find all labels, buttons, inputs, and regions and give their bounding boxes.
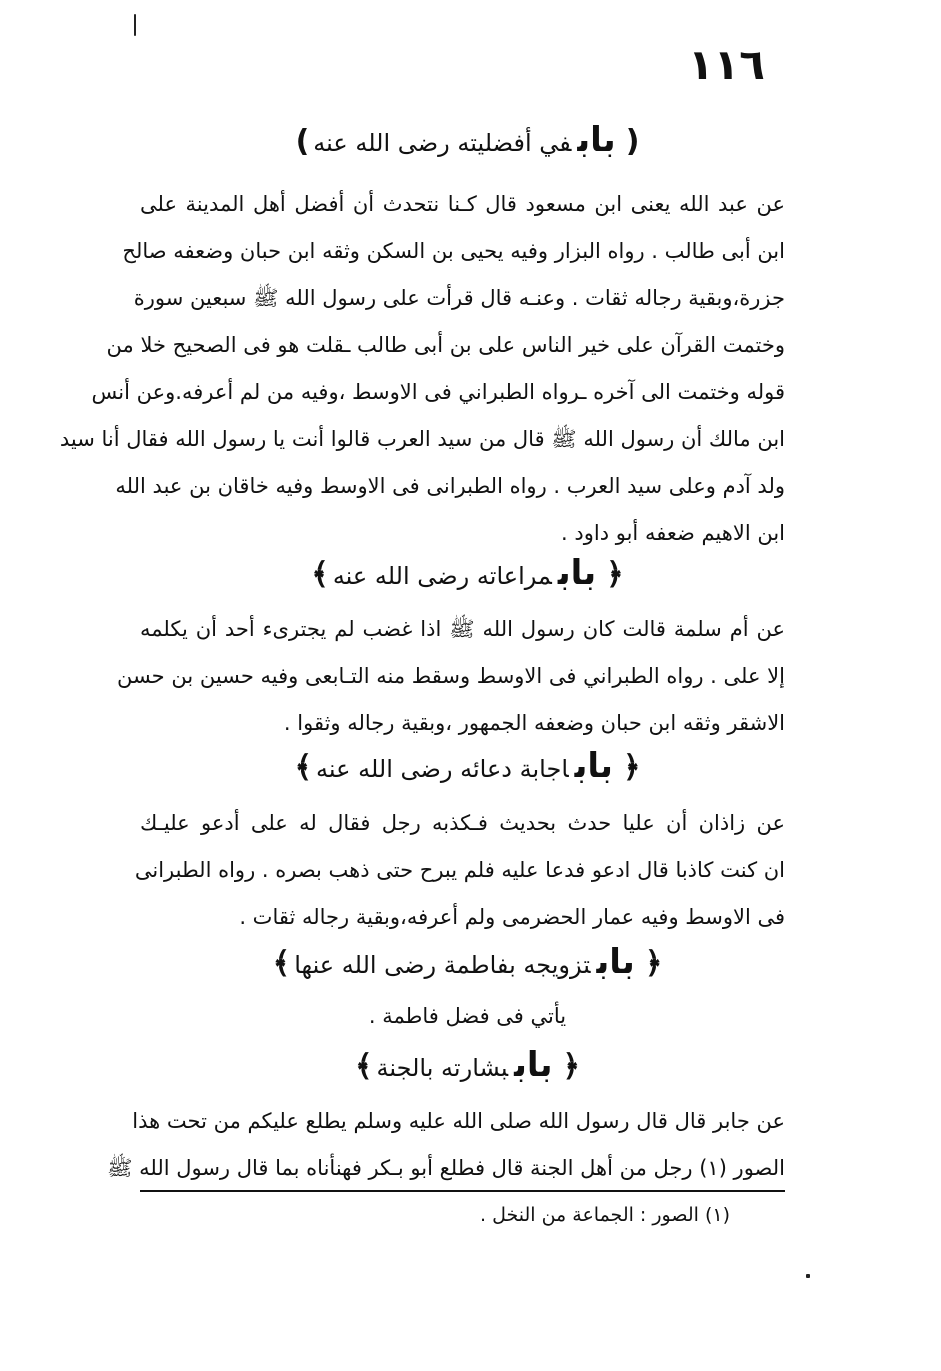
text-line: ان كنت كاذبا قال ادعو فدعا عليه فلم يبرح حتى ذهب بصره . رواه الطبرانى [134, 858, 785, 882]
text-line: عن أم سلمة قالت كان رسول الله ﷺ اذا غضب لم يجترىء أحد أن يكلمه [140, 617, 785, 641]
heading-close-bracket: ﴾ [294, 750, 313, 785]
scan-dot [806, 1274, 810, 1278]
heading-bab: باب [514, 1045, 553, 1085]
text-line: يأتي فى فضل فاطمة . [368, 1004, 567, 1028]
heading-close-bracket: ﴾ [272, 946, 291, 981]
section-heading [140, 942, 795, 982]
text-line: إلا على . رواه الطبراني فى الاوسط وسقط منه التـابعى وفيه حسين بن حسن [116, 664, 785, 688]
text-line: قوله وختمت الى آخره ـرواه الطبراني فى الاوسط ،وفيه من لم أعرفه.وعن أنس [91, 380, 785, 404]
paragraph [107, 1098, 785, 1192]
heading-close-bracket: ﴾ [354, 1049, 373, 1084]
footnote: (١) الصور : الجماعة من النخل . [480, 1204, 730, 1226]
text-line: الصور (١) رجل من أهل الجنة قال فطلع أبو بـكر فهنأناه بما قال رسول الله ﷺ [107, 1156, 785, 1180]
heading-title: اجابة دعائه رضى الله عنه [316, 755, 569, 783]
text-line: ابن مالك أن رسول الله ﷺ قال من سيد العرب قالوا أنت يا رسول الله فقال أنا سيد [59, 427, 785, 451]
heading-open-bracket: ﴿ [562, 1049, 581, 1084]
footnote-rule [140, 1190, 785, 1192]
heading-close-bracket: ) [295, 124, 310, 159]
section-heading [140, 1045, 795, 1085]
paragraph [59, 181, 785, 557]
text-line: ابن أبى طالب . رواه البزار وفيه يحيى بن السكن وثقه ابن حبان وضعفه صالح [122, 239, 785, 263]
paragraph [116, 606, 785, 747]
scan-mark [134, 14, 136, 36]
heading-open-bracket: ﴿ [606, 557, 624, 592]
section-heading [140, 746, 795, 786]
text-line: عن زاذان أن عليا حدث بحديث فـكذبه رجل فقال له على أدعو عليـك [140, 811, 785, 835]
text-line: عن جابر قال قال رسول الله صلى الله عليه وسلم يطلع عليكم من تحت هذا [132, 1109, 785, 1133]
heading-open-bracket: ﴿ [622, 750, 641, 785]
text-line: وختمت القرآن على خير الناس على بن أبى طالب ـقلت هو فى الصحيح خلا من [106, 333, 785, 357]
paragraph [134, 800, 785, 941]
text-line: عن عبد الله يعنى ابن مسعود قال كـنا نتحدث أن أفضل أهل المدينة على [140, 192, 785, 216]
text-line: فى الاوسط وفيه عمار الحضرمى ولم أعرفه،وبقية رجاله ثقات . [239, 905, 785, 929]
text-line: الاشقر وثقه ابن حبان وضعفه الجمهور ،وبقية رجاله وثقوا . [283, 711, 785, 735]
section-heading [140, 120, 795, 160]
heading-bab: باب [574, 746, 613, 786]
heading-bab: باب [577, 120, 616, 160]
section-heading [140, 553, 795, 593]
heading-title: مراعاته رضى الله عنه [332, 562, 552, 590]
heading-title: في أفضليته رضى الله عنه [313, 129, 572, 157]
heading-title: تزويجه بفاطمة رضى الله عنها [294, 951, 591, 979]
heading-open-bracket: ( [625, 124, 640, 159]
heading-open-bracket: ﴿ [644, 946, 663, 981]
heading-bab: باب [557, 553, 597, 593]
heading-bab: باب [596, 942, 635, 982]
text-line: ولد آدم وعلى سيد العرب . رواه الطبرانى فى الاوسط وفيه خاقان بن عبد الله [115, 474, 785, 498]
text-line: جزرة،وبقية رجاله ثقات . وعنـه قال قرأت على رسول الله ﷺ سبعين سورة [133, 286, 785, 310]
heading-close-bracket: ﴾ [311, 557, 329, 592]
heading-title: بشارته بالجنة [376, 1054, 509, 1082]
page-number: ١١٦ [688, 40, 765, 89]
text-line: ابن الاهيم ضعفه أبو داود . [561, 521, 785, 545]
